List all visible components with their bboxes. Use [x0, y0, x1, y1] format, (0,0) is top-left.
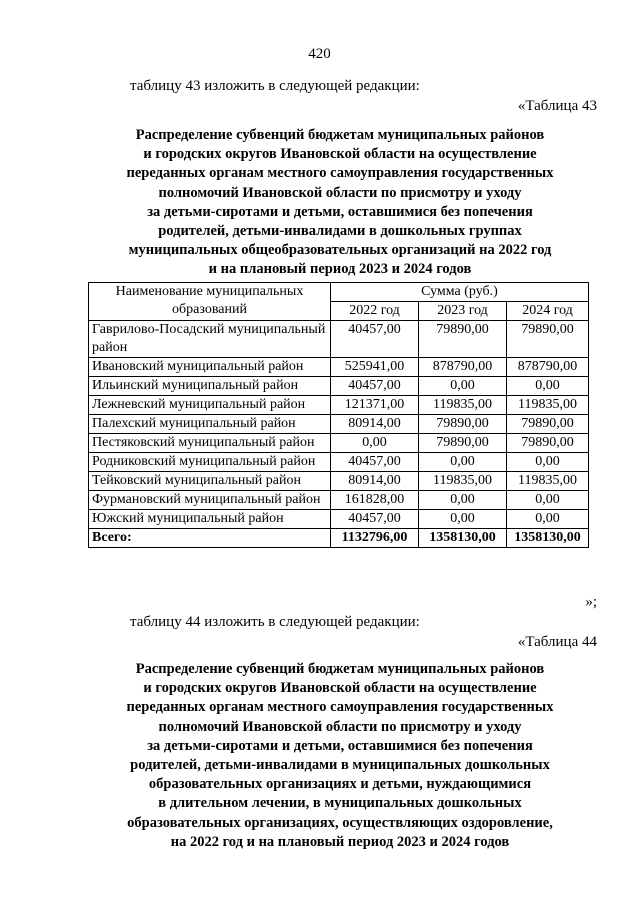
table-row [89, 453, 589, 472]
title-line: родителей, детьми-инвалидами в дошкольных группах [158, 223, 522, 240]
row-value-2024: 0,00 [507, 377, 589, 396]
table-row [89, 434, 589, 453]
title-line: на 2022 год и на плановый период 2023 и 2024 годов [170, 833, 510, 850]
title-line: за детьми-сиротами и детьми, оставшимися без попечения [147, 203, 533, 220]
section1-table-label: «Таблица 43 [517, 98, 597, 114]
table-row [89, 377, 589, 396]
row-name: Пестяковский муниципальный район [89, 434, 331, 453]
title-line: Распределение субвенций бюджетам муниципальных районов [135, 661, 545, 677]
distribution-table [88, 282, 589, 548]
section2-title [60, 660, 620, 852]
header-name: Наименование муниципальных образований [89, 283, 331, 321]
table-total-row [89, 529, 589, 548]
row-value-2022: 40457,00 [331, 377, 419, 396]
row-value-2024: 878790,00 [507, 358, 589, 377]
table-row [89, 491, 589, 510]
row-value-2022: 40457,00 [331, 510, 419, 529]
row-value-2023: 0,00 [419, 453, 507, 472]
section2-intro: таблицу 44 изложить в следующей редакции: [130, 614, 420, 630]
row-value-2024: 79890,00 [507, 321, 589, 358]
total-value-2023: 1358130,00 [419, 529, 507, 548]
row-value-2022: 121371,00 [331, 396, 419, 415]
section1-intro: таблицу 43 изложить в следующей редакции: [130, 78, 420, 94]
total-label: Всего: [89, 529, 331, 548]
title-line: переданных органам местного самоуправления государственных [126, 699, 554, 716]
row-value-2023: 119835,00 [419, 396, 507, 415]
row-value-2024: 119835,00 [507, 472, 589, 491]
row-value-2022: 40457,00 [331, 321, 419, 358]
row-value-2024: 0,00 [507, 453, 589, 472]
row-value-2023: 79890,00 [419, 321, 507, 358]
table-header-row [89, 283, 589, 302]
row-value-2023: 0,00 [419, 377, 507, 396]
title-line: и городских округов Ивановской области на осуществление [143, 146, 537, 163]
row-value-2022: 80914,00 [331, 472, 419, 491]
table-row [89, 396, 589, 415]
header-sum: Сумма (руб.) [331, 283, 589, 302]
header-year: 2022 год [331, 302, 419, 321]
total-value-2024: 1358130,00 [507, 529, 589, 548]
row-value-2023: 878790,00 [419, 358, 507, 377]
row-name: Фурмановский муниципальный район [89, 491, 331, 510]
title-line: и на плановый период 2023 и 2024 годов [208, 261, 472, 278]
row-name: Южский муниципальный район [89, 510, 331, 529]
row-value-2023: 0,00 [419, 491, 507, 510]
row-value-2022: 40457,00 [331, 453, 419, 472]
title-line: муниципальных общеобразовательных организаций на 2022 год [128, 242, 552, 259]
row-value-2022: 0,00 [331, 434, 419, 453]
row-value-2022: 525941,00 [331, 358, 419, 377]
row-name: Ильинский муниципальный район [89, 377, 331, 396]
row-name: Лежневский муниципальный район [89, 396, 331, 415]
row-value-2023: 119835,00 [419, 472, 507, 491]
row-value-2024: 119835,00 [507, 396, 589, 415]
title-line: в длительном лечении, в муниципальных дошкольных [158, 795, 522, 812]
row-name: Палехский муниципальный район [89, 415, 331, 434]
row-value-2023: 79890,00 [419, 434, 507, 453]
title-line: образовательных организациях, осуществляющих оздоровление, [127, 814, 553, 831]
title-line: полномочий Ивановской области по присмотру и уходу [158, 718, 522, 735]
row-name: Гаврилово-Посадский муниципальный район [89, 321, 331, 358]
table-row [89, 321, 589, 358]
header-year: 2024 год [507, 302, 589, 321]
row-value-2024: 0,00 [507, 510, 589, 529]
section1-closing: »; [585, 594, 597, 610]
row-value-2022: 161828,00 [331, 491, 419, 510]
table-row [89, 415, 589, 434]
section2-table-label: «Таблица 44 [517, 634, 597, 650]
title-line: родителей, детьми-инвалидами в муниципальных дошкольных [130, 757, 550, 774]
page-number: 420 [308, 46, 331, 62]
row-name: Тейковский муниципальный район [89, 472, 331, 491]
row-value-2023: 79890,00 [419, 415, 507, 434]
header-year: 2023 год [419, 302, 507, 321]
title-line: образовательных организациях и детьми, нуждающимися [148, 776, 532, 793]
title-line: полномочий Ивановской области по присмотру и уходу [158, 184, 522, 201]
row-name: Ивановский муниципальный район [89, 358, 331, 377]
row-value-2024: 0,00 [507, 491, 589, 510]
table-row [89, 472, 589, 491]
title-line: и городских округов Ивановской области на осуществление [143, 680, 537, 697]
title-line: переданных органам местного самоуправления государственных [126, 165, 554, 182]
section1-title [60, 126, 620, 280]
row-value-2022: 80914,00 [331, 415, 419, 434]
total-value-2022: 1132796,00 [331, 529, 419, 548]
table-row [89, 510, 589, 529]
row-name: Родниковский муниципальный район [89, 453, 331, 472]
row-value-2024: 79890,00 [507, 434, 589, 453]
row-value-2023: 0,00 [419, 510, 507, 529]
row-value-2024: 79890,00 [507, 415, 589, 434]
table-row [89, 358, 589, 377]
title-line: за детьми-сиротами и детьми, оставшимися без попечения [147, 737, 533, 754]
title-line: Распределение субвенций бюджетам муниципальных районов [135, 127, 545, 143]
